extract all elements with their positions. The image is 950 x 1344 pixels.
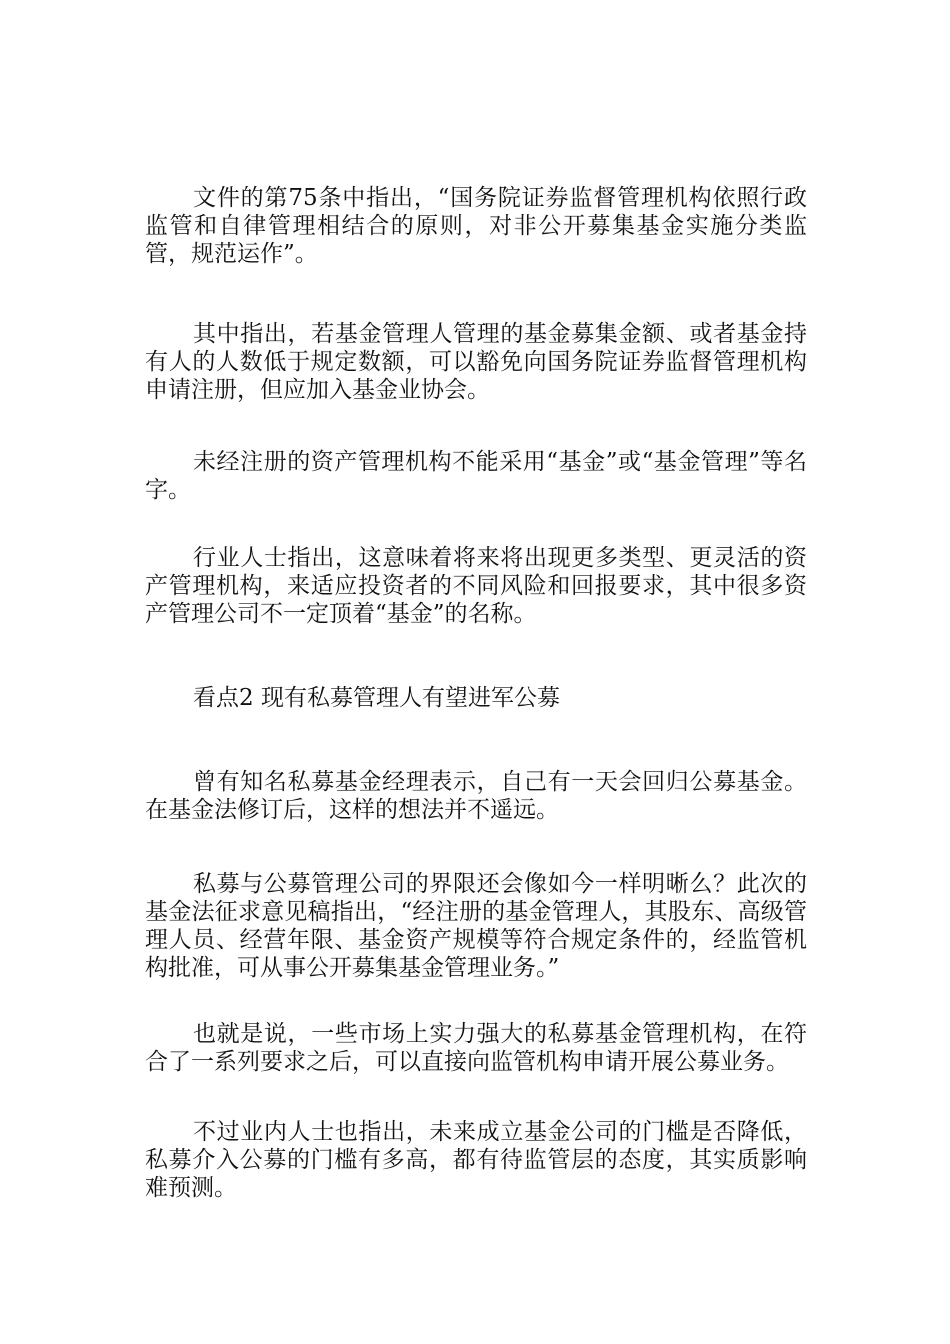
paragraph-1: 文件的第75条中指出，“国务院证券监督管理机构依照行政监管和自律管理相结合的原则，对非公开募集基金实施分类监管，规范运作”。 (145, 185, 807, 267)
paragraph-8: 不过业内人士也指出，未来成立基金公司的门槛是否降低，私募介入公募的门槛有多高，都有待监管层的态度，其实质影响难预测。 (145, 1119, 807, 1201)
paragraph-3: 未经注册的资产管理机构不能采用“基金”或“基金管理”等名字。 (145, 449, 807, 503)
paragraph-2: 其中指出，若基金管理人管理的基金募集金额、或者基金持有人的人数低于规定数额，可以豁免向国务院证券监督管理机构申请注册，但应加入基金业协会。 (145, 321, 807, 403)
paragraph-6: 私募与公募管理公司的界限还会像如今一样明晰么？此次的基金法征求意见稿指出，“经注册的基金管理人，其股东、高级管理人员、经营年限、基金资产规模等符合规定条件的，经监管机构批准，可从事公开募集基金管理业务。” (145, 871, 807, 981)
section-heading: 看点2 现有私募管理人有望进军公募 (193, 685, 560, 711)
paragraph-7: 也就是说，一些市场上实力强大的私募基金管理机构，在符合了一系列要求之后，可以直接向监管机构申请开展公募业务。 (145, 1021, 807, 1075)
paragraph-5: 曾有知名私募基金经理表示，自己有一天会回归公募基金。在基金法修订后，这样的想法并不遥远。 (145, 769, 807, 823)
paragraph-4: 行业人士指出，这意味着将来将出现更多类型、更灵活的资产管理机构，来适应投资者的不同风险和回报要求，其中很多资产管理公司不一定顶着“基金”的名称。 (145, 545, 807, 627)
